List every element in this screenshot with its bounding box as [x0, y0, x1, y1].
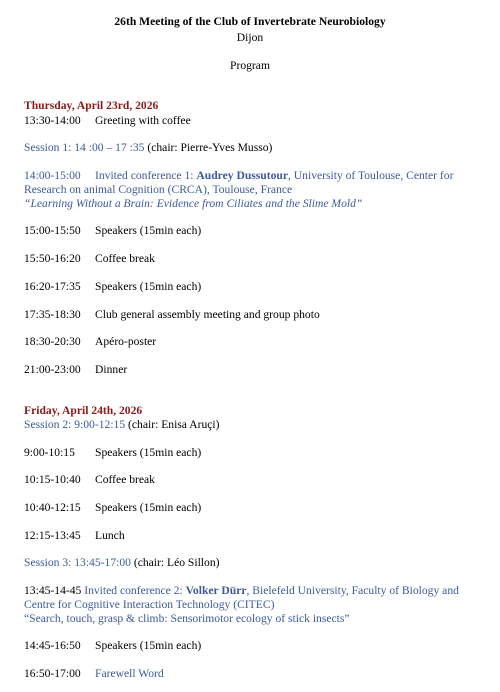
conf1-prefix: Invited conference 1:	[95, 169, 197, 182]
conf1-affil-1: , University of Toulouse, Center for	[288, 169, 454, 182]
day1-heading: Thursday, April 23rd, 2026	[24, 99, 159, 112]
conf2-affil-1: , Bielefeld University, Faculty of Biology and	[246, 584, 459, 597]
item-text: Club general assembly meeting and group photo	[95, 308, 320, 321]
day1-item-row	[24, 363, 127, 377]
item-time: 10:40-12:15	[24, 501, 81, 514]
session3-row	[24, 556, 219, 570]
conf2-talk-title: “Search, touch, grasp & climb: Sensorimotor ecology of stick insects”	[24, 612, 350, 625]
meeting-title: 26th Meeting of the Club of Invertebrate Neurobiology	[114, 15, 386, 28]
item-time: 9:00-10:15	[24, 446, 75, 459]
item-time: 12:15-13:45	[24, 529, 81, 542]
item-time: 10:15-10:40	[24, 473, 81, 486]
item-text: Apéro-poster	[95, 335, 157, 348]
day1-item-row	[24, 224, 201, 238]
day2-item-row	[24, 473, 155, 487]
session1-label: Session 1: 14 :00 – 17 :35	[24, 141, 145, 154]
day2-heading: Friday, April 24th, 2026	[24, 404, 143, 417]
session3-chair: (chair: Léo Sillon)	[130, 556, 220, 569]
meeting-city: Dijon	[236, 31, 264, 44]
day1-item-row	[24, 308, 320, 322]
day2-item-row	[24, 639, 201, 653]
conf2-row-1	[24, 584, 459, 598]
conf1-affil-2: Research on animal Cognition (CRCA), Toulouse, France	[24, 183, 293, 196]
conf2-affil-2: Centre for Cognitive Interaction Technology (CITEC)	[24, 598, 275, 611]
item-time: 14:45-16:50	[24, 639, 81, 652]
conf2-prefix: Invited conference 2:	[81, 584, 186, 597]
item-time: 21:00-23:00	[24, 363, 81, 376]
item-text: Speakers (15min each)	[95, 280, 202, 293]
item-time: 15:50-16:20	[24, 252, 81, 265]
item-text: Speakers (15min each)	[95, 224, 202, 237]
session2-label: Session 2: 9:00-12:15	[24, 418, 126, 431]
day2-item-row	[24, 446, 201, 460]
conf2-speaker: Volker Dürr	[185, 584, 247, 597]
item-text: Lunch	[95, 529, 125, 542]
day1-greeting-row	[24, 114, 191, 128]
conf1-row-1	[24, 169, 453, 183]
conf1-time: 14:00-15:00	[24, 169, 81, 182]
session2-row	[24, 418, 219, 432]
session3-label: Session 3: 13:45-17:00	[24, 556, 131, 569]
program-heading: Program	[230, 59, 270, 72]
day1-item-row	[24, 252, 155, 266]
farewell-row	[24, 667, 164, 681]
item-text: Speakers (15min each)	[95, 446, 202, 459]
conf2-time: 13:45-14-45	[24, 584, 82, 597]
item-time: 18:30-20:30	[24, 335, 81, 348]
session2-chair: (chair: Enisa Aruçi)	[125, 418, 220, 431]
conf1-speaker: Audrey Dussutour	[196, 169, 288, 182]
item-time: 16:20-17:35	[24, 280, 81, 293]
item-text: Speakers (15min each)	[95, 501, 202, 514]
item-text: Coffee break	[95, 252, 155, 265]
farewell-text: Farewell Word	[95, 667, 164, 680]
day1-item-row	[24, 280, 201, 294]
conf1-talk-title: “Learning Without a Brain: Evidence from Ciliates and the Slime Mold”	[24, 197, 363, 210]
session1-row	[24, 141, 272, 155]
session1-chair: (chair: Pierre-Yves Musso)	[144, 141, 273, 154]
day2-item-row	[24, 529, 125, 543]
day1-item-row	[24, 335, 156, 349]
greeting-text: Greeting with coffee	[95, 114, 191, 127]
greeting-time: 13:30-14:00	[24, 114, 81, 127]
item-text: Dinner	[95, 363, 128, 376]
day2-item-row	[24, 501, 201, 515]
item-text: Coffee break	[95, 473, 155, 486]
item-time: 17:35-18:30	[24, 308, 81, 321]
farewell-time: 16:50-17:00	[24, 667, 81, 680]
item-text: Speakers (15min each)	[95, 639, 202, 652]
item-time: 15:00-15:50	[24, 224, 81, 237]
